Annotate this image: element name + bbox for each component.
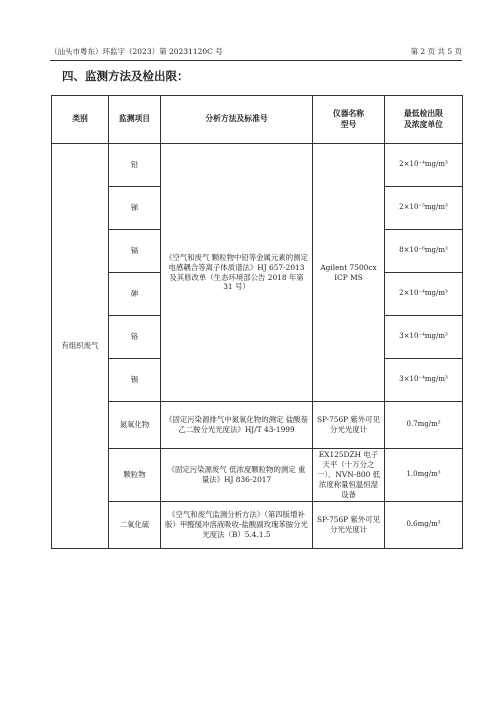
col-header-category: 类别	[52, 96, 109, 144]
col-header-item: 监测项目	[109, 96, 161, 144]
method-cell: 《固定污染源排气中氮氧化物的测定 盐酸萘乙二胺分光光度法》HJ/T 43-1999	[161, 402, 313, 449]
instrument-cell: EX125DZH 电子天平（十万分之一）、NVN-800 低浓度称量恒温恒湿设备	[313, 449, 385, 502]
item-cell: 颗粒物	[109, 449, 161, 502]
table-row	[52, 501, 463, 548]
table-row	[52, 449, 463, 502]
method-cell: 《空气和废气监测分析方法》（第四版增补版）甲醛缓冲溶液吸收-盐酸副玫瑰苯胺分光光度法（B）5.4.1.5	[161, 501, 313, 548]
limit-cell: 8×10⁻⁶mg/m³	[385, 230, 463, 273]
report-number: （汕头市粤东）环监字（2023）第 20231120C 号	[50, 47, 223, 56]
instrument-cell: Agilent 7500cx ICP MS	[313, 144, 385, 402]
item-cell: 二氧化硫	[109, 501, 161, 548]
limit-cell: 1.0mg/m³	[385, 449, 463, 502]
item-cell: 氮氧化物	[109, 402, 161, 449]
limit-cell: 0.6mg/m³	[385, 501, 463, 548]
table-row	[52, 144, 463, 187]
method-cell: 《空气和废气 颗粒物中铅等金属元素的测定 电感耦合等离子体质谱法》HJ 657-2013 及其修改单（生态环境部公告 2018 年第 31 号）	[161, 144, 313, 402]
limit-cell: 2×10⁻⁴mg/m³	[385, 273, 463, 316]
limit-cell: 2×10⁻⁵mg/m³	[385, 187, 463, 230]
limit-cell: 2×10⁻⁴mg/m³	[385, 144, 463, 187]
item-cell: 镉	[109, 230, 161, 273]
item-cell: 铅	[109, 144, 161, 187]
item-cell: 锡	[109, 359, 161, 402]
table-row	[52, 402, 463, 449]
monitoring-methods-table	[51, 95, 463, 549]
category-cell: 有组织废气	[52, 144, 109, 549]
method-cell: 《固定污染源废气 低浓度颗粒物的测定 重量法》HJ 836-2017	[161, 449, 313, 502]
item-cell: 锑	[109, 187, 161, 230]
section-title: 四、监测方法及检出限：	[62, 69, 189, 83]
limit-cell: 3×10⁻⁴mg/m³	[385, 359, 463, 402]
table-header-row	[52, 96, 463, 144]
page-number: 第 2 页 共 5 页	[410, 47, 462, 56]
page-header	[50, 46, 462, 60]
col-header-instrument: 仪器名称 型号	[313, 96, 385, 144]
item-cell: 铬	[109, 316, 161, 359]
item-cell: 砷	[109, 273, 161, 316]
instrument-cell: SP-756P 紫外可见分光光度计	[313, 402, 385, 449]
instrument-cell: SP-756P 紫外可见分光光度计	[313, 501, 385, 548]
limit-cell: 3×10⁻⁴mg/m³	[385, 316, 463, 359]
col-header-method: 分析方法及标准号	[161, 96, 313, 144]
col-header-limit: 最低检出限 及浓度单位	[385, 96, 463, 144]
header-divider	[50, 60, 462, 61]
limit-cell: 0.7mg/m³	[385, 402, 463, 449]
